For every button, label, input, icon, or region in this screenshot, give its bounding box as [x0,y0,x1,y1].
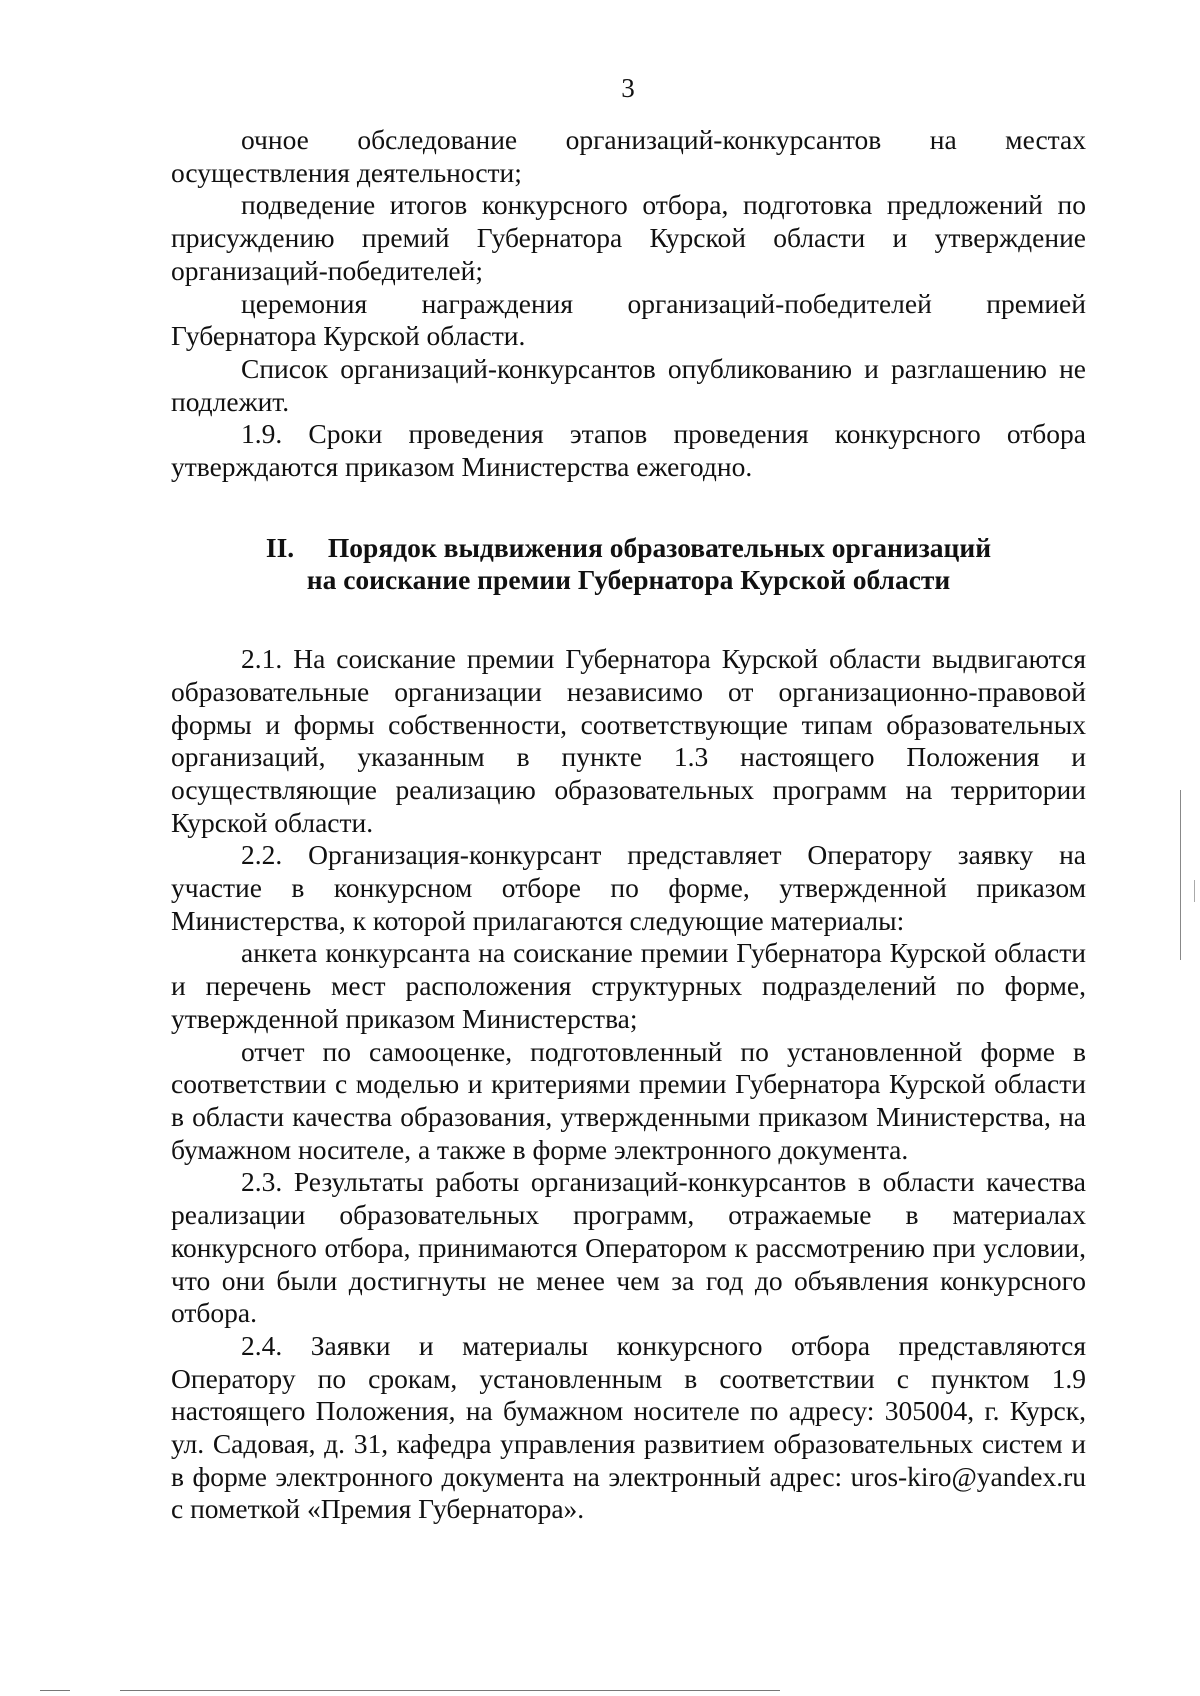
paragraph: 2.1. На соискание премии Губернатора Курской области выдвигаются образовательные организации независимо от организационно-правовой формы и формы собственности, соответствующие типам образовательных организаций, указанным в пункте 1.3 настоящего Положения и осуществляющие реализацию образовательных программ на территории Курской области. [171,643,1086,838]
section-heading-line-1 [171,532,1086,565]
scan-footer-rule [40,1690,70,1691]
paragraph: Список организаций-конкурсантов опубликованию и разглашению не подлежит. [171,352,1086,417]
paragraph: подведение итогов конкурсного отбора, подготовка предложений по присуждению премий Губернатора Курской области и утверждение организаций-победителей; [171,189,1086,286]
paragraph: 2.2. Организация-конкурсант представляет Оператору заявку на участие в конкурсном отборе по форме, утвержденной приказом Министерства, к которой прилагаются следующие материалы: [171,839,1086,936]
paragraph: анкета конкурсанта на соискание премии Губернатора Курской области и перечень мест расположения структурных подразделений по форме, утвержденной приказом Министерства; [171,937,1086,1034]
paragraph: церемония награждения организаций-победителей премией [241,287,1086,319]
paragraph: 2.4. Заявки и материалы конкурсного отбора представляются Оператору по срокам, установленным в соответствии с пунктом 1.9 настоящего Положения, на бумажном носителе по адресу: 305004, г. Курск, ул. Садовая, д. 31, кафедра управления развитием образовательных систем и в форме электронного документа на электронный адрес: uros-kiro@yandex.ru с пометкой «Премия Губернатора». [171,1329,1086,1525]
scan-footer-rule [120,1690,780,1691]
section-title-line-1: Порядок выдвижения образовательных организаций [327,531,992,563]
paragraph: Губернатора Курской области. [171,320,526,352]
paragraph: осуществления деятельности; [171,156,522,188]
section-title-line-2: на соискание премии Губернатора Курской области [306,564,951,596]
paragraph: 1.9. Сроки проведения этапов проведения конкурсного отбора утверждаются приказом Министерства ежегодно. [171,418,1086,483]
paragraph: отчет по самооценке, подготовленный по установленной форме в соответствии с моделью и критериями премии Губернатора Курской области в области качества образования, утвержденными приказом Министерства, на бумажном носителе, а также в форме электронного документа. [171,1035,1086,1165]
section-heading [171,532,1086,597]
document-body [171,124,1086,1526]
scan-edge-mark [1180,790,1181,960]
paragraph: очное обследование организаций-конкурсантов на местах [241,124,1086,155]
page-number: 3 [621,73,635,103]
scan-edge-mark [1194,880,1195,902]
section-number: II. [265,531,295,563]
paragraph: 2.3. Результаты работы организаций-конкурсантов в области качества реализации образовательных программ, отражаемые в материалах конкурсного отбора, принимаются Оператором к рассмотрению при условии, что они были достигнуты не менее чем за год до объявления конкурсного отбора. [171,1166,1086,1329]
